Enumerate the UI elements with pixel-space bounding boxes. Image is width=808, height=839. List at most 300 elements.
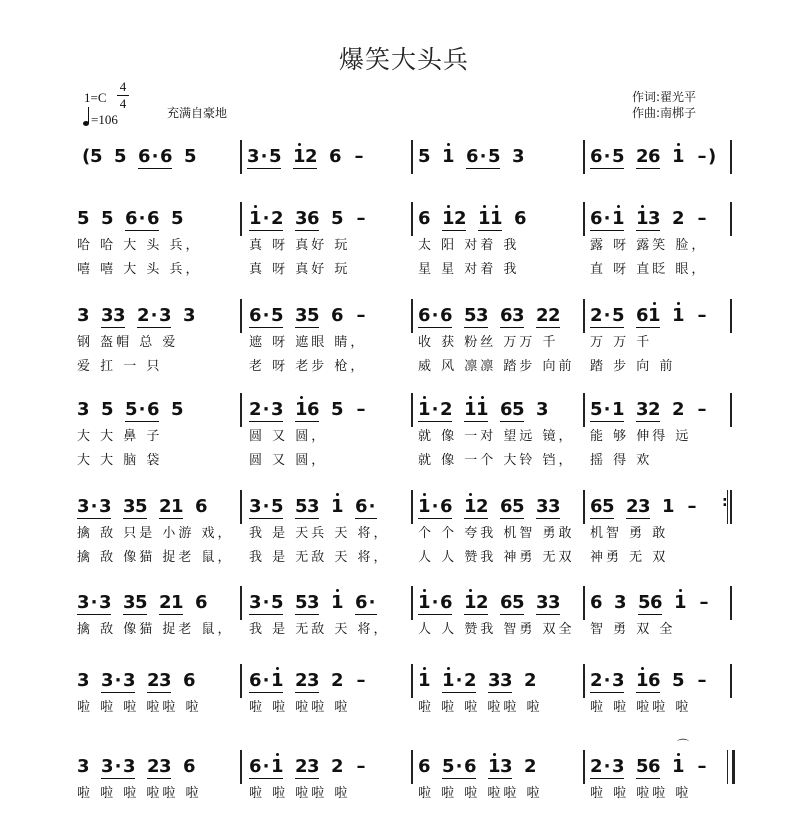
note: · bbox=[150, 305, 158, 326]
note: – bbox=[697, 756, 707, 777]
note: 3 bbox=[614, 592, 627, 613]
note-group bbox=[418, 208, 430, 230]
note: 1 bbox=[612, 208, 624, 230]
note: – bbox=[697, 399, 707, 420]
note: 1 bbox=[672, 305, 684, 327]
note: · bbox=[262, 208, 270, 229]
note-group bbox=[418, 399, 452, 422]
note: 6 bbox=[418, 208, 431, 229]
note-group bbox=[331, 208, 343, 230]
note: 3 bbox=[183, 305, 196, 326]
note: 2 bbox=[626, 496, 639, 517]
note: 1 bbox=[271, 670, 283, 692]
note: 5 bbox=[77, 208, 90, 229]
note: 6 bbox=[307, 208, 320, 229]
note-group bbox=[696, 756, 708, 778]
note: 2 bbox=[524, 670, 537, 691]
note-group bbox=[249, 592, 283, 615]
lyric-line: 啦 啦 啦 啦啦 啦 bbox=[418, 700, 543, 715]
note-group bbox=[77, 592, 111, 615]
barline bbox=[240, 490, 242, 524]
note-group bbox=[101, 305, 125, 328]
barline bbox=[240, 586, 242, 620]
measure bbox=[418, 756, 548, 779]
note: 6 bbox=[147, 399, 160, 420]
note: 2 bbox=[159, 592, 172, 613]
note: · bbox=[138, 208, 146, 229]
note: 1 bbox=[674, 592, 686, 614]
measure bbox=[82, 146, 208, 169]
note: 3 bbox=[536, 592, 549, 613]
note: – bbox=[697, 670, 707, 691]
note: – bbox=[356, 756, 366, 777]
lyric-line: 大 大 鼻 子 bbox=[77, 429, 163, 444]
note: 6 bbox=[418, 305, 431, 326]
note-group bbox=[672, 670, 684, 692]
note: 2 bbox=[295, 756, 308, 777]
note: 2 bbox=[159, 496, 172, 517]
note-group bbox=[171, 208, 183, 230]
note: · bbox=[603, 208, 611, 229]
note: 2 bbox=[672, 399, 685, 420]
note: 5 bbox=[418, 146, 431, 167]
note: 6 bbox=[466, 146, 479, 167]
note: 1 bbox=[612, 399, 625, 420]
note-group bbox=[672, 399, 684, 421]
measure bbox=[77, 399, 195, 422]
note-group bbox=[137, 305, 171, 328]
lyric-line: 神勇 无 双 bbox=[590, 550, 669, 565]
note: 6 bbox=[650, 592, 663, 613]
note: 1 bbox=[672, 146, 684, 168]
lyric-line: 嘻 嘻 大 头 兵， bbox=[77, 262, 202, 277]
note: 6 bbox=[590, 146, 603, 167]
note: 5 bbox=[171, 208, 184, 229]
note: – bbox=[356, 305, 366, 326]
note-group bbox=[114, 146, 126, 168]
note: · bbox=[262, 496, 270, 517]
note: 1 bbox=[442, 146, 454, 168]
note: 5 bbox=[331, 399, 344, 420]
barline bbox=[730, 299, 732, 333]
lyric-line: 威 风 凛凛 踏步 向前 bbox=[418, 359, 575, 374]
measure bbox=[249, 592, 389, 615]
note: 2 bbox=[249, 399, 262, 420]
note: 3 bbox=[636, 399, 649, 420]
note: 2 bbox=[331, 670, 344, 691]
note: 5 bbox=[90, 146, 103, 167]
note: 3 bbox=[476, 305, 489, 326]
note: – bbox=[697, 208, 707, 229]
note-group bbox=[101, 756, 135, 779]
note-group bbox=[138, 146, 172, 169]
note: 2 bbox=[590, 305, 603, 326]
lyric-line: 真 呀 真好 玩 bbox=[249, 262, 351, 277]
note: 5 bbox=[672, 670, 685, 691]
note: 2 bbox=[295, 670, 308, 691]
note: – bbox=[699, 592, 709, 613]
lyric-line: 擒 敌 只是 小游 戏， bbox=[77, 526, 234, 541]
measure bbox=[418, 208, 538, 231]
note-group bbox=[101, 399, 113, 421]
note: 5 bbox=[184, 146, 197, 167]
note: 5 bbox=[114, 146, 127, 167]
note: 5 bbox=[602, 496, 615, 517]
note: 3 bbox=[99, 496, 112, 517]
note-group bbox=[590, 305, 624, 328]
barline bbox=[730, 664, 732, 698]
measure bbox=[249, 670, 379, 693]
measure bbox=[418, 399, 560, 422]
note-group bbox=[636, 756, 660, 779]
note: 2 bbox=[476, 592, 489, 613]
measure bbox=[77, 670, 207, 693]
note: 1 bbox=[271, 756, 283, 778]
lyric-line: 万 万 千 bbox=[590, 335, 653, 350]
barline bbox=[583, 490, 585, 524]
lyric-line: 啦 啦 啦啦 啦 bbox=[590, 700, 692, 715]
note: 6 bbox=[160, 146, 173, 167]
measure bbox=[247, 146, 377, 169]
note-group bbox=[249, 670, 283, 693]
repeat-dots: : bbox=[722, 494, 728, 510]
note-group bbox=[638, 592, 662, 615]
note: · bbox=[368, 496, 376, 517]
barline bbox=[583, 299, 585, 333]
barline bbox=[730, 140, 732, 174]
barline bbox=[583, 202, 585, 236]
barline bbox=[240, 664, 242, 698]
note-group bbox=[636, 670, 660, 693]
note: 1 bbox=[293, 146, 305, 168]
barline bbox=[411, 202, 413, 236]
note: 1 bbox=[672, 756, 684, 778]
lyric-line: 个 个 夸我 机智 勇敢 bbox=[418, 526, 575, 541]
note: · bbox=[431, 399, 439, 420]
note: 6 bbox=[249, 756, 262, 777]
tempo-value: =106 bbox=[91, 112, 118, 127]
note: 1 bbox=[442, 208, 454, 230]
note: · bbox=[431, 496, 439, 517]
lyric-line: 太 阳 对着 我 bbox=[418, 238, 520, 253]
note: 2 bbox=[590, 756, 603, 777]
note: 1 bbox=[464, 399, 476, 421]
lyric-line: 爱 扛 一 只 bbox=[77, 359, 163, 374]
note-group bbox=[590, 399, 624, 422]
note-group bbox=[488, 670, 512, 693]
note-group bbox=[464, 399, 488, 422]
note: 6 bbox=[138, 146, 151, 167]
note-group bbox=[331, 399, 343, 421]
note-group bbox=[418, 670, 430, 692]
credits bbox=[632, 89, 696, 121]
note-group bbox=[466, 146, 500, 169]
note: · bbox=[262, 305, 270, 326]
song-title: 爆笑大头兵 bbox=[338, 45, 469, 74]
note: 6 bbox=[648, 146, 661, 167]
measure bbox=[249, 399, 379, 422]
note-group bbox=[696, 399, 708, 421]
note: 1 bbox=[171, 592, 184, 613]
note-group bbox=[77, 670, 89, 692]
note: 2 bbox=[440, 399, 453, 420]
note: 6 bbox=[249, 670, 262, 691]
note: 2 bbox=[648, 399, 661, 420]
note: 1 bbox=[464, 496, 476, 518]
note-group bbox=[249, 305, 283, 328]
measure bbox=[77, 496, 219, 519]
note: 3 bbox=[123, 756, 136, 777]
note-group bbox=[249, 399, 283, 422]
tempo-marking bbox=[83, 112, 118, 128]
barline bbox=[240, 393, 242, 427]
note: 1 bbox=[418, 399, 430, 421]
note: ( bbox=[82, 146, 91, 167]
note: · bbox=[262, 670, 270, 691]
lyric-line: 人 人 赞我 智勇 双全 bbox=[418, 622, 575, 637]
note-group bbox=[672, 756, 684, 778]
note-group bbox=[295, 670, 319, 693]
note: 3 bbox=[101, 305, 114, 326]
measure bbox=[590, 592, 722, 615]
note: 1 bbox=[478, 208, 490, 230]
note-group bbox=[418, 496, 452, 519]
note: 6 bbox=[183, 670, 196, 691]
note: 1 bbox=[464, 592, 476, 614]
note-group bbox=[183, 756, 195, 778]
barline bbox=[583, 140, 585, 174]
note: 5 bbox=[307, 305, 320, 326]
note-group bbox=[184, 146, 196, 168]
note-group bbox=[123, 592, 147, 615]
note: · bbox=[368, 592, 376, 613]
note: 5 bbox=[442, 756, 455, 777]
lyric-line: 能 够 伸得 远 bbox=[590, 429, 692, 444]
note: 1 bbox=[295, 399, 307, 421]
note-group bbox=[295, 496, 319, 519]
note-group bbox=[159, 592, 183, 615]
measure bbox=[590, 670, 720, 693]
note: 2 bbox=[524, 756, 537, 777]
note-group bbox=[101, 208, 113, 230]
note: 5 bbox=[135, 496, 148, 517]
lyric-line: 老 呀 老步 枪， bbox=[249, 359, 367, 374]
note-group bbox=[249, 756, 283, 779]
note: 2 bbox=[305, 146, 318, 167]
note-group bbox=[536, 592, 560, 615]
barline bbox=[583, 586, 585, 620]
barline bbox=[732, 750, 735, 784]
measure bbox=[590, 208, 720, 231]
note: 1 bbox=[476, 399, 488, 421]
note-group bbox=[672, 146, 684, 168]
note: 6 bbox=[590, 496, 603, 517]
note-group bbox=[536, 305, 560, 328]
note: 6 bbox=[500, 399, 513, 420]
note: 3 bbox=[648, 208, 661, 229]
note-group bbox=[355, 670, 367, 692]
note: 5 bbox=[271, 592, 284, 613]
note-group bbox=[331, 756, 343, 778]
note: 6 bbox=[590, 208, 603, 229]
note-group bbox=[442, 208, 466, 231]
lyric-line: 啦 啦 啦啦 啦 bbox=[590, 786, 692, 801]
note-group bbox=[696, 208, 708, 230]
barline bbox=[411, 140, 413, 174]
note: 3 bbox=[159, 670, 172, 691]
lyric-line: 露 呀 露笑 脸， bbox=[590, 238, 708, 253]
note-group bbox=[500, 305, 524, 328]
note-group bbox=[524, 756, 536, 778]
barline bbox=[240, 299, 242, 333]
barline bbox=[583, 393, 585, 427]
note-group bbox=[355, 496, 377, 519]
note: 1 bbox=[442, 670, 454, 692]
note: – bbox=[356, 208, 366, 229]
note: 2 bbox=[536, 305, 549, 326]
note-group bbox=[355, 208, 367, 230]
note-group bbox=[331, 592, 343, 614]
note: 1 bbox=[636, 208, 648, 230]
note: 3 bbox=[295, 305, 308, 326]
barline bbox=[411, 299, 413, 333]
note-group bbox=[101, 670, 135, 693]
lyric-line: 我 是 无敌 天 将， bbox=[249, 550, 390, 565]
note: 1 bbox=[636, 670, 648, 692]
note-group bbox=[329, 146, 341, 168]
barline bbox=[240, 750, 242, 784]
note: 3 bbox=[113, 305, 126, 326]
note: 6 bbox=[440, 305, 453, 326]
lyric-line: 钢 盔帽 总 爱 bbox=[77, 335, 179, 350]
note: 3 bbox=[77, 305, 90, 326]
note-group bbox=[295, 208, 319, 231]
note: 2 bbox=[137, 305, 150, 326]
measure bbox=[590, 496, 710, 519]
note: 2 bbox=[672, 208, 685, 229]
note-group bbox=[331, 670, 343, 692]
note-group bbox=[77, 399, 89, 421]
note: 3 bbox=[77, 592, 90, 613]
note: 6 bbox=[500, 496, 513, 517]
note-group bbox=[353, 146, 365, 168]
note-group bbox=[77, 496, 111, 519]
note-group bbox=[82, 146, 102, 168]
lyric-line: 啦 啦 啦啦 啦 bbox=[249, 700, 351, 715]
key-signature: 1=C bbox=[84, 90, 107, 105]
note-group bbox=[355, 305, 367, 327]
lyric-line: 啦 啦 啦啦 啦 bbox=[249, 786, 351, 801]
note: 5 bbox=[171, 399, 184, 420]
note-group bbox=[488, 756, 512, 779]
note-group bbox=[590, 208, 624, 231]
measure bbox=[418, 305, 572, 328]
note: 3 bbox=[500, 756, 513, 777]
note: 6 bbox=[183, 756, 196, 777]
barline bbox=[730, 202, 732, 236]
note-group bbox=[295, 399, 319, 422]
note: 3 bbox=[271, 399, 284, 420]
note: 5 bbox=[101, 208, 114, 229]
note-group bbox=[249, 208, 283, 231]
note-group bbox=[442, 146, 454, 168]
note: 3 bbox=[612, 756, 625, 777]
time-signature bbox=[117, 80, 129, 111]
measure bbox=[590, 146, 728, 169]
note: 3 bbox=[77, 670, 90, 691]
note: 2 bbox=[454, 208, 467, 229]
note-group bbox=[77, 756, 89, 778]
note: 1 bbox=[662, 496, 675, 517]
note-group bbox=[672, 208, 684, 230]
note-group bbox=[500, 496, 524, 519]
lyric-line: 圆 又 圆， bbox=[249, 429, 328, 444]
measure bbox=[590, 305, 720, 328]
note: 3 bbox=[101, 756, 114, 777]
barline bbox=[240, 202, 242, 236]
note: 6 bbox=[307, 399, 320, 420]
note: 5 bbox=[612, 146, 625, 167]
barline bbox=[727, 750, 728, 784]
note-group bbox=[195, 592, 207, 614]
note: 5 bbox=[331, 208, 344, 229]
measure bbox=[249, 208, 379, 231]
barline bbox=[411, 490, 413, 524]
note: · bbox=[260, 146, 268, 167]
note-group bbox=[295, 305, 319, 328]
lyric-line: 遮 呀 遮眼 睛， bbox=[249, 335, 367, 350]
note: 6 bbox=[514, 208, 527, 229]
note: 3 bbox=[638, 496, 651, 517]
measure bbox=[77, 305, 207, 328]
barline bbox=[411, 664, 413, 698]
note: 3 bbox=[249, 592, 262, 613]
note: 5 bbox=[638, 592, 651, 613]
fermata-icon: ⌒ bbox=[677, 738, 690, 752]
note: 3 bbox=[123, 592, 136, 613]
note: 1 bbox=[490, 208, 502, 230]
note: · bbox=[603, 670, 611, 691]
note-group bbox=[636, 146, 660, 169]
note: 3 bbox=[612, 670, 625, 691]
note: 6 bbox=[590, 592, 603, 613]
note-group bbox=[686, 496, 698, 518]
lyric-line: 智 勇 双 全 bbox=[590, 622, 676, 637]
note-group bbox=[536, 496, 560, 519]
lyric-line: 直 呀 直眨 眼， bbox=[590, 262, 708, 277]
note: – bbox=[697, 305, 707, 326]
note: 5 bbox=[512, 592, 525, 613]
note-group bbox=[125, 208, 159, 231]
note: – bbox=[354, 146, 364, 167]
time-sig-top: 4 bbox=[119, 79, 127, 94]
note-group bbox=[636, 399, 660, 422]
note: 3 bbox=[500, 670, 513, 691]
note: – bbox=[687, 496, 697, 517]
note-group bbox=[295, 592, 319, 615]
note: 6 bbox=[125, 208, 138, 229]
note: · bbox=[114, 756, 122, 777]
barline bbox=[583, 750, 585, 784]
note: · bbox=[479, 146, 487, 167]
note: 3 bbox=[307, 592, 320, 613]
note-group bbox=[500, 592, 524, 615]
note: 6 bbox=[648, 756, 661, 777]
lyric-line: 人 人 赞我 神勇 无双 bbox=[418, 550, 575, 565]
note-group bbox=[355, 399, 367, 421]
note: 6 bbox=[329, 146, 342, 167]
note-group bbox=[171, 399, 183, 421]
